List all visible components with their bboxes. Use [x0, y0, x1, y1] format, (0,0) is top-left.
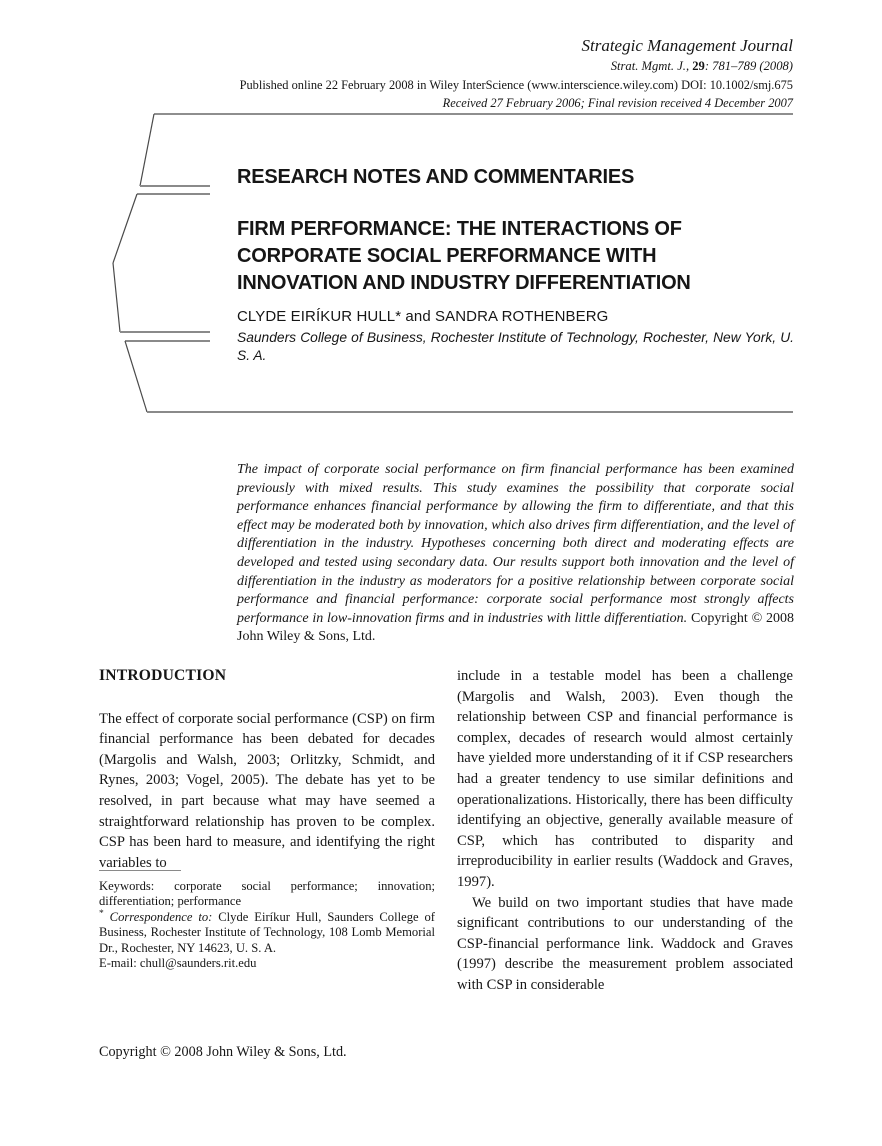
abstract [237, 461, 794, 647]
affiliation: Saunders College of Business, Rochester Institute of Technology, Rochester, New York, U. S. A. [237, 330, 794, 363]
title-line-2: CORPORATE SOCIAL PERFORMANCE WITH [237, 245, 657, 267]
correspondence-lead: Correspondence to: [109, 909, 213, 924]
abstract-copyright: Copyright © 2008 John Wiley & Sons, Ltd. [237, 610, 795, 645]
article-title [237, 216, 691, 297]
journal-citation [190, 59, 793, 74]
abstract-text: The impact of corporate social performance on firm financial performance has been examined previously with mixed results. This study examines the possibility that corporate social performance enhances financial performance by allowing the firm to differentiate, and that this effect may be moderated both by innovation, which also drives firm differentiation, and the level of differentiation in the industry. Hypotheses concerning both direct and moderating effects are developed and tested using secondary data. Our results support both innovation and the level of differentiation in the industry as moderators for a positive relationship between corporate social performance and financial performance: corporate social performance most strongly affects performance in low-innovation firms and in industries with little differentiation. [237, 462, 794, 626]
correspondence-text: Clyde Eiríkur Hull, Saunders College of Business, Rochester Institute of Technology, 108 Lomb Memorial Dr., Rochester, NY 14623, U. S. A. [99, 909, 435, 955]
citation-suffix: : 781–789 (2008) [704, 59, 793, 73]
authors: CLYDE EIRÍKUR HULL* and SANDRA ROTHENBERG [237, 308, 609, 325]
intro-paragraph: The effect of corporate social performance (CSP) on firm financial performance has been debated for decades (Margolis and Walsh, 2003; Orlitzky, Schmidt, and Rynes, 2003; Vogel, 2005). The debate has yet to be resolved, in part because what may have seemed a straightforward relationship has proven to be complex. CSP has been hard to measure, and identifying the right variables to [99, 710, 435, 871]
title-line-3: INNOVATION AND INDUSTRY DIFFERENTIATION [237, 272, 691, 294]
citation-volume: 29 [692, 59, 705, 73]
journal-name: Strategic Management Journal [581, 36, 793, 55]
footnote-block [99, 870, 435, 971]
section-heading: RESEARCH NOTES AND COMMENTARIES [237, 166, 635, 188]
correspondence-asterisk: * [99, 908, 104, 919]
correspondence-note [99, 910, 435, 956]
left-column [99, 666, 435, 873]
footnote-separator [99, 870, 181, 871]
published-online-line: Published online 22 February 2008 in Wiley InterScience (www.interscience.wiley.com) DOI: 10.1002/smj.675 [239, 78, 793, 92]
keywords-note: Keywords: corporate social performance; innovation; differentiation; performance [99, 879, 435, 909]
body-paragraph-2: We build on two important studies that have made significant contributions to our understanding of the CSP-financial performance link. Waddock and Graves (1997) describe the measurement problem associated with CSP in considerable [457, 894, 793, 993]
intro-heading: INTRODUCTION [99, 667, 227, 684]
body-paragraph-1: include in a testable model has been a challenge (Margolis and Walsh, 2003). Even though the relationship between CSP and financial performance is complex, decades of research would almost certainly have yielded more understanding of it if CSP researchers had a greater tendency to use similar definitions and operationalizations. Historically, there has been difficulty identifying an objective, generally available measure of CSP, which has contributed to disparity and irreproducibility in earlier results (Waddock and Graves, 1997). [457, 668, 793, 890]
right-column [457, 666, 793, 996]
received-dates-line: Received 27 February 2006; Final revision received 4 December 2007 [442, 96, 793, 110]
journal-header [190, 36, 793, 111]
citation-prefix: Strat. Mgmt. J., [610, 59, 693, 73]
email-note: E-mail: chull@saunders.rit.edu [99, 956, 257, 971]
title-line-1: FIRM PERFORMANCE: THE INTERACTIONS OF [237, 218, 682, 240]
footer-copyright: Copyright © 2008 John Wiley & Sons, Ltd. [99, 1044, 347, 1060]
